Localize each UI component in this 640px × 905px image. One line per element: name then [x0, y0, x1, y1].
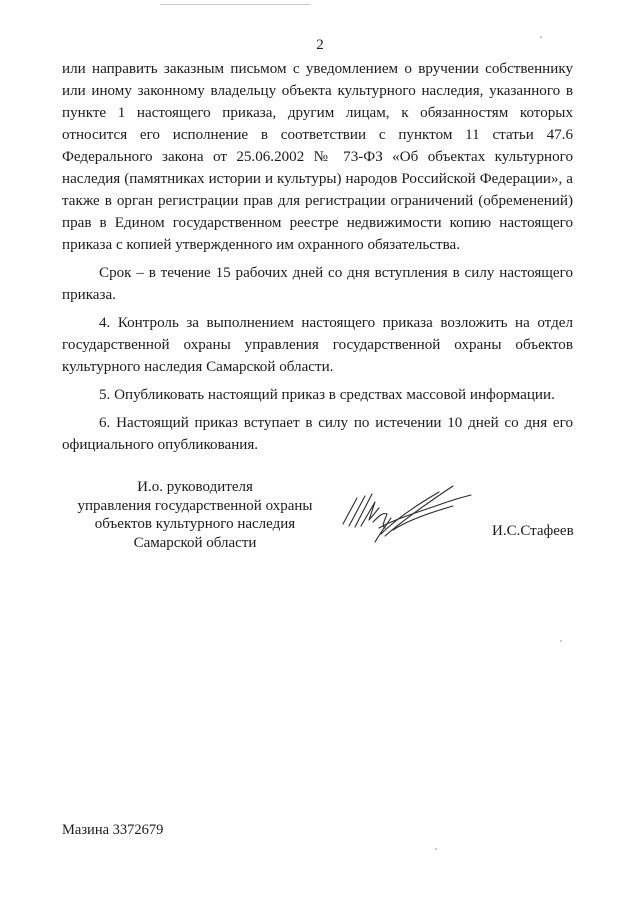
position-line: объектов культурного наследия: [94, 516, 296, 532]
paragraph-item-6: 6. Настоящий приказ вступает в силу по истечении 10 дней со дня его официального опубликования.: [62, 415, 573, 453]
scan-speck: [435, 848, 437, 850]
paragraph-item-4: 4. Контроль за выполнением настоящего приказа возложить на отдел государственной охраны управления государственной охраны объектов культурного наследия Самарской области.: [62, 315, 573, 375]
document-body: [62, 58, 573, 456]
paragraph-continuation: или направить заказным письмом с уведомлением о вручении собственнику или иному законному владельцу объекта культурного наследия, указанного в пункте 1 настоящего приказа, другим лицам, к обязанностям которых относится его исполнение в соответствии с пунктом 11 статьи 47.6 Федерального закона от 25.06.2002 № 73-ФЗ «Об объектах культурного наследия (памятниках истории и культуры) народов Российской Федерации», а также в орган регистрации прав для регистрации ограничений (обременений) прав в Едином государственном реестре недвижимости копию настоящего приказа с копией утвержденного им охранного обязательства.: [62, 61, 573, 253]
position-line: И.о. руководителя: [137, 479, 253, 495]
executor-note: Мазина 3372679: [62, 822, 164, 838]
handwritten-signature: [335, 472, 475, 550]
scan-speck: [540, 36, 542, 38]
scan-artifact-line: [160, 4, 310, 5]
page-number: 2: [316, 37, 324, 53]
paragraph-deadline: Срок – в течение 15 рабочих дней со дня вступления в силу настоящего приказа.: [62, 265, 573, 303]
position-line: Самарской области: [133, 534, 257, 551]
signatory-name: И.С.Стафеев: [492, 523, 574, 539]
signatory-position: [60, 478, 330, 552]
scan-speck: [560, 640, 562, 642]
position-line: управления государственной охраны: [77, 497, 313, 514]
paragraph-item-5: 5. Опубликовать настоящий приказ в средствах массовой информации.: [99, 387, 555, 403]
